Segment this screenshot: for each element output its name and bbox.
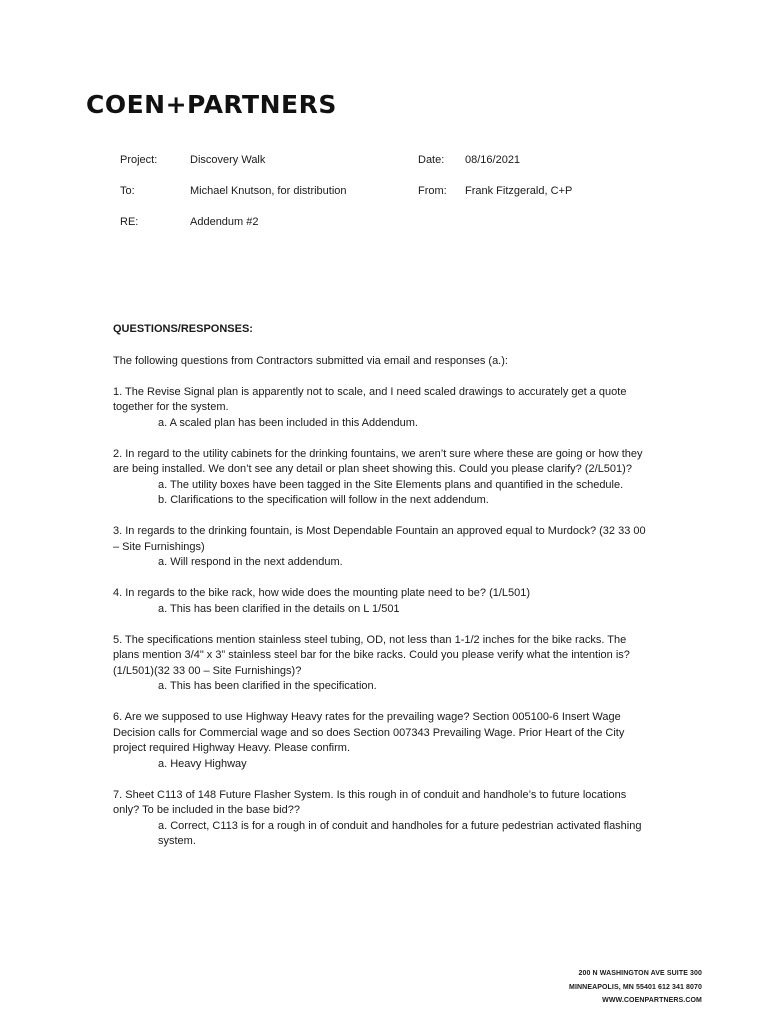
intro-paragraph: The following questions from Contractors submitted via email and responses (a.):: [113, 354, 508, 367]
response-text: a. A scaled plan has been included in this Addendum.: [158, 416, 418, 429]
questions-list: [113, 385, 653, 850]
response-text: a. Will respond in the next addendum.: [158, 556, 343, 568]
to-value: Michael Knutson, for distribution: [190, 185, 347, 197]
response-text: a. This has been clarified in the details on L 1/501: [158, 602, 400, 615]
date-label: Date:: [418, 154, 445, 166]
company-logo: COEN+PARTNERS: [86, 90, 337, 119]
response-text: a. Correct, C113 is for a rough in of conduit and handholes for a future pedestrian activated flashing system.: [158, 819, 642, 847]
question-text: 1. The Revise Signal plan is apparently not to scale, and I need scaled drawings to accurately get a quote together for the system.: [113, 385, 627, 413]
response-text: a. This has been clarified in the specification.: [158, 680, 377, 692]
from-label: From:: [418, 185, 447, 197]
re-label: RE:: [120, 216, 139, 228]
address-line-1: 200 N WASHINGTON AVE SUITE 300: [578, 970, 702, 977]
question-item: [113, 710, 653, 772]
question-text: 4. In regards to the bike rack, how wide does the mounting plate need to be? (1/L501): [113, 587, 531, 599]
question-text: 3. In regards to the drinking fountain, is Most Dependable Fountain an approved equal to Murdock? (32 33 00 – Site Furnishings): [113, 525, 646, 553]
to-label: To:: [120, 185, 135, 197]
response-text: a. Heavy Highway: [158, 757, 247, 770]
question-item: [113, 633, 653, 695]
address-line-2: MINNEAPOLIS, MN 55401 612 341 8070: [569, 983, 702, 991]
question-item: [113, 586, 653, 617]
date-value: 08/16/2021: [465, 154, 521, 166]
question-text: 6. Are we supposed to use Highway Heavy rates for the prevailing wage? Section 005100-6 Insert Wage Decision calls for Commercial wage and so does Section 007343 Prevailing Wage. Prior Heart of the City project required Highway Heavy. Please confirm.: [113, 711, 625, 754]
document-body: [113, 322, 653, 865]
project-label: Project:: [120, 154, 158, 166]
from-value: Frank Fitzgerald, C+P: [465, 185, 573, 197]
response-text: a. The utility boxes have been tagged in the Site Elements plans and quantified in the schedule.: [158, 478, 624, 491]
question-text: 5. The specifications mention stainless steel tubing, OD, not less than 1-1/2 inches for the bike racks. The plans mention 3/4" x 3” stainless steel bar for the bike racks. Could you please verify what the intention is? (1/L501)(32 33 00 – Site Furnishings)?: [113, 633, 630, 677]
question-item: [113, 447, 653, 509]
question-text: 2. In regard to the utility cabinets for the drinking fountains, we aren’t sure where these are going or how they are being installed. We don’t see any detail or plan sheet showing this. Could you please clarify? (2/L501)?: [113, 447, 643, 475]
question-item: [113, 385, 653, 432]
question-item: [113, 524, 653, 571]
website-link[interactable]: WWW.COENPARTNERS.COM: [602, 997, 702, 1004]
response-text: b. Clarifications to the specification will follow in the next addendum.: [158, 494, 489, 506]
project-value: Discovery Walk: [190, 154, 266, 166]
re-value: Addendum #2: [190, 216, 259, 228]
question-text: 7. Sheet C113 of 148 Future Flasher System. Is this rough in of conduit and handhole’s to future locations only? To be included in the base bid??: [113, 788, 627, 816]
section-heading: QUESTIONS/RESPONSES:: [113, 323, 253, 335]
question-item: [113, 788, 653, 850]
footer-address: [569, 967, 702, 1008]
